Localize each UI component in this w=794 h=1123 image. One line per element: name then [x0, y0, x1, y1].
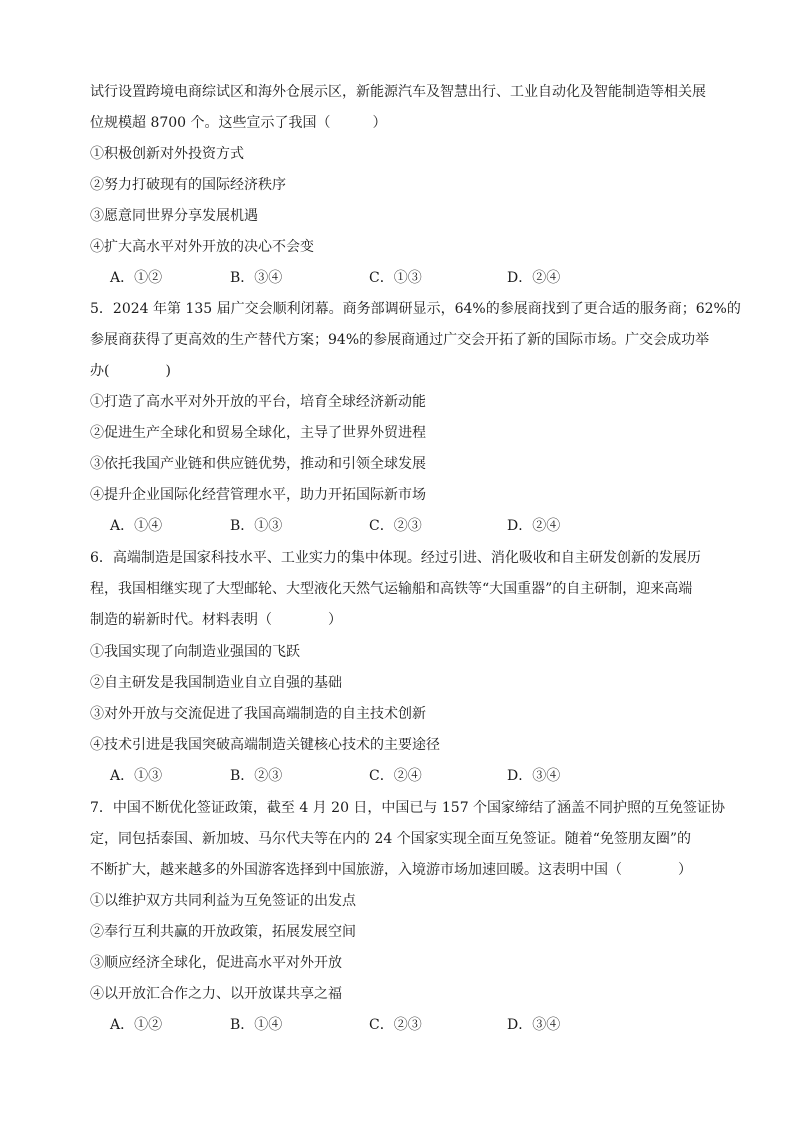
- q7-option-d[interactable]: D．③④: [507, 1017, 561, 1033]
- q6-options: [110, 767, 670, 785]
- q6-option-a[interactable]: A．①③: [110, 768, 163, 784]
- q6-option-b[interactable]: B．②③: [230, 768, 283, 784]
- q4-option-a[interactable]: A．①②: [110, 270, 163, 286]
- q6-statement-1: ①我国实现了向制造业强国的飞跃: [90, 644, 300, 660]
- q5-option-c[interactable]: C．②③: [369, 518, 422, 534]
- q5-option-a[interactable]: A．①④: [110, 518, 163, 534]
- q7-statement-2: ②奉行互利共赢的开放政策，拓展发展空间: [90, 924, 356, 940]
- q7-stem-line-3: 不断扩大，越来越多的外国游客选择到中国旅游，入境游市场加速回暖。这表明中国（ ）: [90, 862, 692, 878]
- q4-option-c[interactable]: C．①③: [369, 270, 422, 286]
- q5-stem-line-1: 5．2024 年第 135 届广交会顺利闭幕。商务部调研显示，64%的参展商找到了更合适的服务商；62%的: [90, 301, 741, 317]
- q4-statement-1: ①积极创新对外投资方式: [90, 146, 244, 162]
- q5-stem-line-2: 参展商获得了更高效的生产替代方案；94%的参展商通过广交会开拓了新的国际市场。广交会成功举: [90, 332, 710, 348]
- q4-option-b[interactable]: B．③④: [230, 270, 283, 286]
- q7-option-c[interactable]: C．②③: [369, 1017, 422, 1033]
- q5-option-b[interactable]: B．①③: [230, 518, 283, 534]
- q6-statement-4: ④技术引进是我国突破高端制造关键核心技术的主要途径: [90, 737, 440, 753]
- q4-statement-3: ③愿意同世界分享发展机遇: [90, 208, 258, 224]
- q7-statement-4: ④以开放汇合作之力、以开放谋共享之福: [90, 986, 342, 1002]
- q6-stem-line-2: 程，我国相继实现了大型邮轮、大型液化天然气运输船和高铁等“大国重器”的自主研制，迎来高端: [90, 581, 693, 597]
- q4-stem-line-1: 试行设置跨境电商综试区和海外仓展示区，新能源汽车及智慧出行、工业自动化及智能制造等相关展: [90, 84, 706, 100]
- q6-stem-line-1: 6．高端制造是国家科技水平、工业实力的集中体现。经过引进、消化吸收和自主研发创新的发展历: [90, 550, 701, 566]
- q6-stem-line-3: 制造的崭新时代。材料表明（ ）: [90, 612, 342, 628]
- q4-option-d[interactable]: D．②④: [507, 270, 561, 286]
- q4-stem-line-2: 位规模超 8700 个。这些宣示了我国（ ）: [90, 115, 387, 131]
- q7-stem-line-2: 定，同包括泰国、新加坡、马尔代夫等在内的 24 个国家实现全面互免签证。随着“免签朋友圈”的: [90, 831, 692, 847]
- q6-statement-3: ③对外开放与交流促进了我国高端制造的自主技术创新: [90, 706, 426, 722]
- q5-statement-3: ③依托我国产业链和供应链优势，推动和引领全球发展: [90, 456, 426, 472]
- q4-statement-2: ②努力打破现有的国际经济秩序: [90, 177, 286, 193]
- q5-statement-1: ①打造了高水平对外开放的平台，培育全球经济新动能: [90, 394, 426, 410]
- q5-stem-line-3: 办( ): [90, 363, 171, 379]
- q6-option-c[interactable]: C．②④: [369, 768, 422, 784]
- q4-options: [110, 269, 670, 287]
- q7-option-a[interactable]: A．①②: [110, 1017, 163, 1033]
- q4-statement-4: ④扩大高水平对外开放的决心不会变: [90, 239, 314, 255]
- q5-statement-2: ②促进生产全球化和贸易全球化，主导了世界外贸进程: [90, 425, 426, 441]
- q7-option-b[interactable]: B．①④: [230, 1017, 283, 1033]
- q5-options: [110, 517, 670, 535]
- q7-stem-line-1: 7．中国不断优化签证政策，截至 4 月 20 日，中国已与 157 个国家缔结了涵盖不同护照的互免签证协: [90, 800, 726, 816]
- q5-statement-4: ④提升企业国际化经营管理水平，助力开拓国际新市场: [90, 487, 426, 503]
- q5-option-d[interactable]: D．②④: [507, 518, 561, 534]
- q7-options: [110, 1016, 670, 1034]
- q7-statement-1: ①以维护双方共同利益为互免签证的出发点: [90, 893, 356, 909]
- q7-statement-3: ③顺应经济全球化，促进高水平对外开放: [90, 955, 342, 971]
- q6-statement-2: ②自主研发是我国制造业自立自强的基础: [90, 675, 342, 691]
- q6-option-d[interactable]: D．③④: [507, 768, 561, 784]
